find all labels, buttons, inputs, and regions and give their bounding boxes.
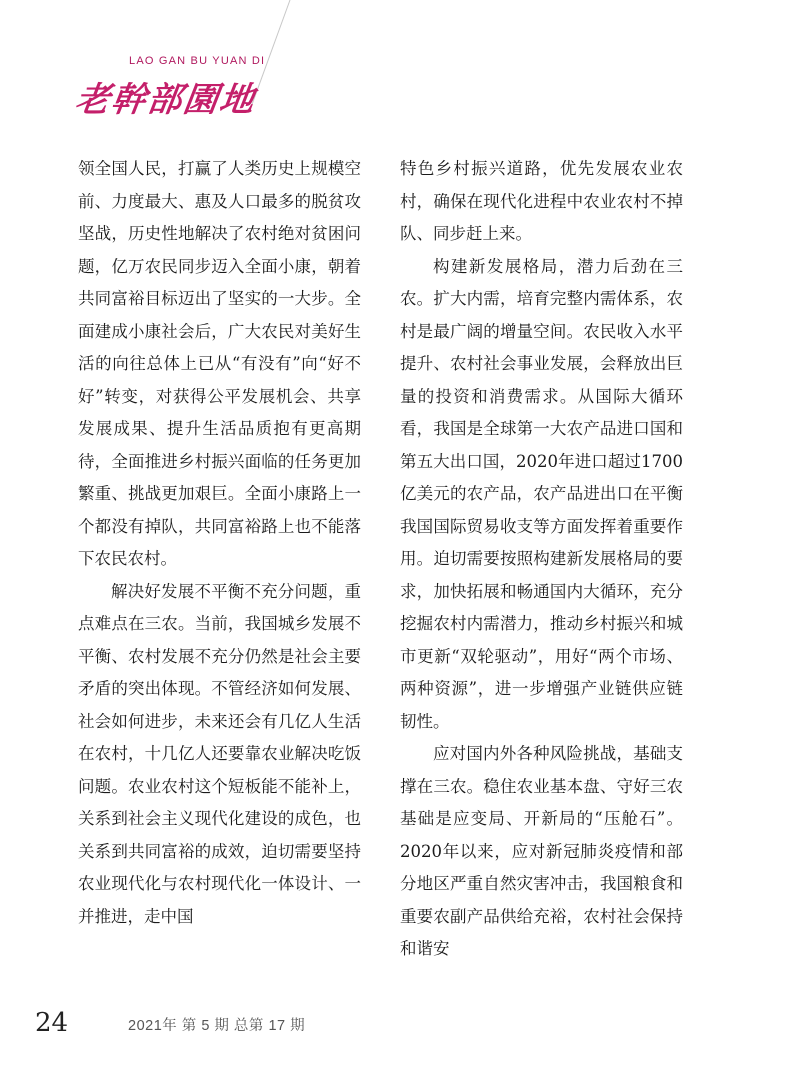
article-paragraph: 应对国内外各种风险挑战，基础支撑在三农。稳住农业基本盘、守好三农基础是应变局、开新局的“压舱石”。2020年以来，应对新冠肺炎疫情和部分地区严重自然灾害冲击，我国粮食和重要农副产品供给充裕，农村社会保持和谐安 (400, 744, 683, 958)
article-paragraph: 领全国人民，打赢了人类历史上规模空前、力度最大、惠及人口最多的脱贫攻坚战，历史性地解决了农村绝对贫困问题，亿万农民同步迈入全面小康，朝着共同富裕目标迈出了坚实的一大步。全面建成小康社会后，广大农民对美好生活的向往总体上已从“有没有”向“好不好”转变，对获得公平发展机会、共享发展成果、提升生活品质抱有更高期待，全面推进乡村振兴面临的任务更加繁重、挑战更加艰巨。全面小康路上一个都没有掉队，共同富裕路上也不能落下农民农村。 (78, 159, 361, 568)
article-column-right (400, 153, 683, 966)
brand-logo-title: 老幹部園地 (72, 80, 259, 120)
article-paragraph: 解决好发展不平衡不充分问题，重点难点在三农。当前，我国城乡发展不平衡、农村发展不充分仍然是社会主要矛盾的突出体现。不管经济如何发展、社会如何进步，未来还会有几亿人生活在农村，十几亿人还要靠农业解决吃饭问题。农业农村这个短板能不能补上，关系到社会主义现代化建设的成色，也关系到共同富裕的成效，迫切需要坚持农业现代化与农村现代化一体设计、一并推进，走中国 (78, 581, 361, 926)
article-paragraph: 构建新发展格局，潜力后劲在三农。扩大内需，培育完整内需体系，农村是最广阔的增量空间。农民收入水平提升、农村社会事业发展，会释放出巨量的投资和消费需求。从国际大循环看，我国是全球第一大农产品进口国和第五大出口国，2020年进口超过1700亿美元的农产品，农产品进出口在平衡我国国际贸易收支等方面发挥着重要作用。迫切需要按照构建新发展格局的要求，加快拓展和畅通国内大循环，充分挖掘农村内需潜力，推动乡村振兴和城市更新“双轮驱动”，用好“两个市场、两种资源”，进一步增强产业链供应链韧性。 (400, 256, 683, 731)
issue-info: 2021年 第 5 期 总第 17 期 (128, 1018, 306, 1034)
article-column-left (78, 153, 361, 933)
page-number: 24 (35, 1008, 69, 1038)
brand-english-name: LAO GAN BU YUAN DI (129, 55, 266, 67)
article-paragraph: 特色乡村振兴道路，优先发展农业农村，确保在现代化进程中农业农村不掉队、同步赶上来。 (400, 159, 683, 243)
